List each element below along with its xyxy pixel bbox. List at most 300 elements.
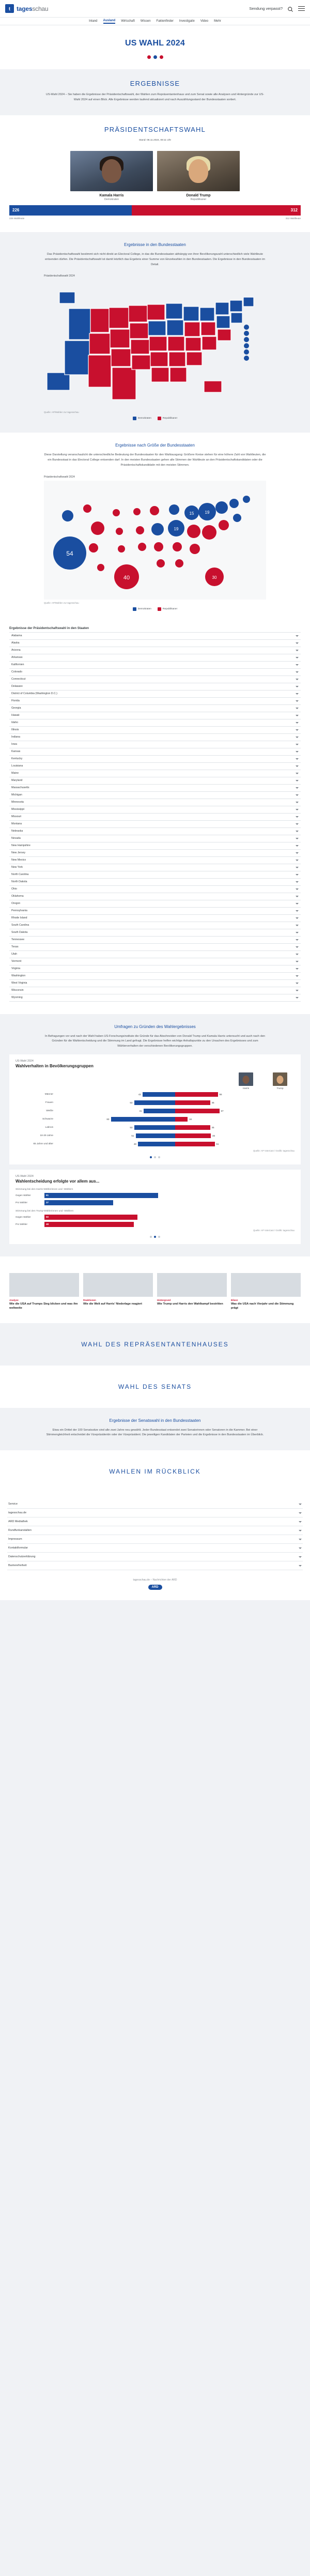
harris-bar <box>134 1125 176 1130</box>
harris-bar <box>111 1117 176 1122</box>
nav-item-wissen[interactable]: Wissen <box>140 20 151 23</box>
footer-link-row[interactable] <box>7 1544 303 1553</box>
chevron-down-icon[interactable] <box>296 838 299 839</box>
state-row[interactable] <box>9 871 301 879</box>
state-row[interactable] <box>9 806 301 814</box>
group-label: Latinos <box>45 1126 53 1129</box>
map-source: Quelle: AP/Wahlen zur tagesschau <box>44 411 79 414</box>
state-map-heading: Ergebnisse in den Bundesstaaten <box>124 242 186 247</box>
senate-states-heading: Ergebnisse der Senatswahl in den Bundesstaaten <box>109 1418 201 1423</box>
chevron-down-icon[interactable] <box>296 975 299 977</box>
chevron-down-icon[interactable] <box>299 1539 302 1540</box>
sendung-verpasst-link[interactable]: Sendung verpasst? <box>249 6 283 11</box>
chevron-down-icon[interactable] <box>296 708 299 709</box>
presidential-heading: PRÄSIDENTSCHAFTSWAHL <box>104 125 206 133</box>
chevron-down-icon[interactable] <box>296 664 299 666</box>
footer-link-label: Datenschutzerklärung <box>8 1555 36 1559</box>
trump-value: 45 <box>211 1126 214 1129</box>
state-name: New York <box>11 866 23 869</box>
brand-light: schau <box>32 5 49 12</box>
poll-card2-group-a-label: Stimmung bei den Harris-Wählerinnen und -Wählern <box>16 1188 73 1191</box>
polls-heading: Umfragen zu Gründen des Wahlergebnisses <box>114 1024 196 1029</box>
size-map-section <box>0 433 310 623</box>
state-name: North Carolina <box>11 873 29 877</box>
nav-item-video[interactable]: Video <box>200 20 209 23</box>
poll-card-motivation <box>9 1170 301 1244</box>
state-map-lead: Das Präsidentschaftswahl bestimmt sich nicht direkt an Electoral College, in das die Bundesstaaten abhängig von ihrer Bevölkerungszahl unterschiedlich viele Wahlleute entsenden dürfen. Die Präsidentschaftswahl ist damit letztlich das Ergebnis einer Summe von Einzelwahlen in den Bundesstaaten. Die Ergebnisse in den Bundesstaaten im Detail. <box>45 252 265 266</box>
size-map-heading: Ergebnisse nach Größe der Bundesstaaten <box>115 443 195 448</box>
trump-value: 46 <box>212 1134 215 1137</box>
state-row[interactable] <box>9 922 301 929</box>
chevron-down-icon[interactable] <box>296 860 299 861</box>
teaser-card[interactable] <box>83 1273 153 1311</box>
state-row[interactable] <box>9 886 301 893</box>
harris-bar <box>136 1133 176 1138</box>
poll-card1-kicker: US-Wahl 2024 <box>16 1059 34 1063</box>
chevron-down-icon[interactable] <box>296 816 299 818</box>
harris-mini-portrait <box>239 1072 253 1086</box>
state-name: Georgia <box>11 707 21 710</box>
motivation-row <box>16 1200 295 1205</box>
poll-card1-title: Wahlverhalten in Bevölkerungsgruppen <box>16 1063 94 1068</box>
teaser-kicker: Hintergrund <box>157 1298 171 1301</box>
state-row[interactable] <box>9 633 301 640</box>
chevron-down-icon[interactable] <box>296 946 299 948</box>
state-name: Connecticut <box>11 678 26 681</box>
group-row <box>16 1116 295 1123</box>
group-label: Weiße <box>46 1109 53 1112</box>
state-row[interactable] <box>9 987 301 994</box>
state-name: Alabama <box>11 634 22 638</box>
house-section <box>0 1323 310 1366</box>
chevron-down-icon[interactable] <box>296 917 299 919</box>
poll-card2-kicker: US-Wahl 2024 <box>16 1174 34 1178</box>
results-lead: US-Wahl 2024 – Sie haben die Ergebnisse der Präsidentschaftswahl, der Wahlen zum Repräsentantenhaus und zum Senat sowie alle Analysen und Hintergründe zur US-Wahl 2024 auf einen Blick. Alle Ergebnisse werden laufend aktualisiert und nach Auszählungsstand der Bundesstaaten sortiert. <box>45 93 265 101</box>
chevron-down-icon[interactable] <box>296 925 299 926</box>
nav-item-wirtschaft[interactable]: Wirtschaft <box>121 20 135 23</box>
state-row[interactable] <box>9 929 301 937</box>
poll-card-groups <box>9 1054 301 1164</box>
motivation-row <box>16 1215 295 1220</box>
trump-name: Donald Trump <box>186 193 211 197</box>
harris-value: 83 <box>106 1117 110 1121</box>
polls-section <box>0 1014 310 1256</box>
carousel-dots-2[interactable] <box>16 1236 295 1238</box>
chevron-down-icon[interactable] <box>296 700 299 702</box>
trump-bar <box>175 1125 210 1130</box>
chevron-down-icon[interactable] <box>296 997 299 999</box>
overview-heading: WAHLEN IM RÜCKBLICK <box>109 1468 201 1476</box>
state-name: New Hampshire <box>11 844 30 848</box>
electors-bar <box>9 205 301 216</box>
motivation-value: 61 <box>46 1194 49 1197</box>
harris-motivation-bars <box>16 1193 295 1205</box>
trump-party: Republikaner <box>190 197 207 201</box>
trump-mini-label: Trump <box>276 1086 284 1090</box>
legend-republicans: Republikaner <box>162 417 178 420</box>
state-name: Hawaii <box>11 714 20 717</box>
state-name: South Carolina <box>11 924 29 927</box>
chevron-down-icon[interactable] <box>296 990 299 991</box>
group-row <box>16 1141 295 1147</box>
brand-main: tages <box>17 5 33 12</box>
state-row[interactable] <box>9 857 301 864</box>
state-name: Pennsylvania <box>11 909 27 913</box>
state-name: Utah <box>11 953 17 956</box>
chevron-down-icon[interactable] <box>296 744 299 745</box>
teaser-card[interactable] <box>157 1273 227 1311</box>
chevron-down-icon[interactable] <box>299 1565 302 1567</box>
state-name: Alaska <box>11 641 20 645</box>
state-row[interactable] <box>9 893 301 900</box>
bubble-map-subtitle: Präsidentschaftswahl 2024 <box>44 475 75 479</box>
state-row[interactable] <box>9 763 301 770</box>
state-row[interactable] <box>9 799 301 806</box>
state-row[interactable] <box>9 835 301 842</box>
senate-heading: WAHL DES SENATS <box>118 1383 192 1390</box>
state-row[interactable] <box>9 973 301 980</box>
state-name: Virginia <box>11 967 21 971</box>
presidential-meta: Stand: 06.11.2024, 08:11 Uhr <box>138 139 172 142</box>
state-row[interactable] <box>9 792 301 799</box>
harris-party: Demokraten <box>104 197 119 201</box>
chevron-down-icon[interactable] <box>296 954 299 955</box>
search-icon[interactable] <box>287 6 293 12</box>
state-row[interactable] <box>9 937 301 944</box>
footer-link-row[interactable] <box>7 1553 303 1561</box>
poll-card2-group-b-label: Stimmung bei den Trump-Wählerinnen und -Wählern <box>16 1209 74 1213</box>
chevron-down-icon[interactable] <box>296 650 299 651</box>
group-row <box>16 1108 295 1114</box>
chevron-down-icon[interactable] <box>296 679 299 680</box>
teaser-kicker: Reaktionen <box>83 1298 96 1301</box>
motivation-label: Gegen Wähler <box>16 1216 31 1219</box>
chevron-down-icon[interactable] <box>296 823 299 825</box>
state-row[interactable] <box>9 785 301 792</box>
chevron-down-icon[interactable] <box>296 888 299 890</box>
state-name: Maine <box>11 772 19 775</box>
state-row[interactable] <box>9 951 301 958</box>
teaser-headline: Wie Trump und Harris den Wahlkampf bestritten <box>157 1302 223 1306</box>
nav-item-ausland[interactable]: Ausland <box>103 19 116 24</box>
state-row[interactable] <box>9 900 301 908</box>
state-name: Colorado <box>11 670 23 674</box>
chevron-down-icon[interactable] <box>296 845 299 847</box>
chevron-down-icon[interactable] <box>296 910 299 912</box>
state-name: Minnesota <box>11 801 24 804</box>
results-heading: ERGEBNISSE <box>130 80 180 87</box>
state-row[interactable] <box>9 821 301 828</box>
footer-link-row[interactable] <box>7 1509 303 1517</box>
state-name: New Mexico <box>11 858 26 862</box>
group-vote-chart <box>16 1091 295 1147</box>
harris-bar <box>138 1142 175 1146</box>
state-name: Delaware <box>11 685 23 688</box>
teaser-section <box>0 1256 310 1323</box>
chevron-down-icon[interactable] <box>296 758 299 760</box>
svg-text:54: 54 <box>66 549 73 557</box>
state-name: South Dakota <box>11 931 28 934</box>
state-row[interactable] <box>9 958 301 965</box>
chevron-down-icon[interactable] <box>299 1512 302 1514</box>
harris-bar <box>134 1100 176 1105</box>
state-row[interactable] <box>9 683 301 691</box>
harris-value: 42 <box>138 1093 141 1096</box>
footer-link-label: Barrierefreiheit <box>8 1564 27 1568</box>
state-row[interactable] <box>9 748 301 756</box>
state-name: West Virginia <box>11 982 27 985</box>
state-row[interactable] <box>9 669 301 676</box>
chevron-down-icon[interactable] <box>296 881 299 883</box>
group-row <box>16 1091 295 1098</box>
state-name: Vermont <box>11 960 22 963</box>
teaser-thumb-3 <box>157 1273 227 1297</box>
chevron-down-icon[interactable] <box>296 780 299 781</box>
state-name: Montana <box>11 822 22 826</box>
chevron-down-icon[interactable] <box>296 722 299 724</box>
svg-text:15: 15 <box>189 511 194 516</box>
state-name: Idaho <box>11 721 18 725</box>
harris-name: Kamala Harris <box>99 193 124 197</box>
state-row[interactable] <box>9 980 301 987</box>
state-row[interactable] <box>9 850 301 857</box>
trump-value: 45 <box>211 1101 214 1104</box>
state-name: New Jersey <box>11 851 26 855</box>
chevron-down-icon[interactable] <box>296 635 299 637</box>
chevron-down-icon[interactable] <box>296 642 299 644</box>
chevron-down-icon[interactable] <box>296 939 299 941</box>
teaser-kicker: Analyse <box>9 1298 19 1301</box>
chevron-down-icon[interactable] <box>296 809 299 810</box>
map-subtitle: Präsidentschaftswahl 2024 <box>44 274 75 278</box>
chevron-down-icon[interactable] <box>296 874 299 876</box>
chevron-down-icon[interactable] <box>296 686 299 687</box>
chevron-down-icon[interactable] <box>299 1530 302 1531</box>
nav-item-investigativ[interactable]: Investigativ <box>179 20 195 23</box>
harris-portrait <box>70 151 153 191</box>
teaser-card[interactable] <box>231 1273 301 1311</box>
chevron-down-icon[interactable] <box>296 657 299 658</box>
state-name: Nebraska <box>11 830 23 833</box>
state-name: Kentucky <box>11 757 23 761</box>
chevron-down-icon[interactable] <box>296 715 299 716</box>
chevron-down-icon[interactable] <box>296 773 299 774</box>
chevron-down-icon[interactable] <box>296 852 299 854</box>
chevron-down-icon[interactable] <box>296 765 299 767</box>
state-row[interactable] <box>9 994 301 1002</box>
trump-portrait <box>157 151 240 191</box>
ard-logo: ARD <box>148 1585 162 1590</box>
svg-text:40: 40 <box>123 574 130 581</box>
trump-bar <box>175 1117 188 1122</box>
poll-card1-source: Quelle: AP VoteCast / Grafik: tagesschau <box>253 1149 295 1152</box>
state-row[interactable] <box>9 705 301 712</box>
state-row[interactable] <box>9 915 301 922</box>
teaser-thumb-2 <box>83 1273 153 1297</box>
senate-section <box>0 1366 310 1408</box>
group-label: Männer <box>44 1093 53 1096</box>
chevron-down-icon[interactable] <box>296 737 299 738</box>
teaser-thumb-4 <box>231 1273 301 1297</box>
state-row[interactable] <box>9 777 301 785</box>
nav-item-faktenfinder[interactable]: Faktenfinder <box>156 20 174 23</box>
state-name: Wyoming <box>11 996 23 1000</box>
harris-electors: 226 <box>9 205 132 216</box>
teaser-card[interactable] <box>9 1273 79 1311</box>
state-name: Missouri <box>11 815 22 819</box>
footer-link-row[interactable] <box>7 1517 303 1526</box>
footer-link-row[interactable] <box>7 1526 303 1535</box>
chevron-down-icon[interactable] <box>296 794 299 796</box>
state-name: Indiana <box>11 735 21 739</box>
bubble-map[interactable] <box>44 476 266 611</box>
senate-states-lead: Etwa ein Drittel der 100 Senatssitze sind alle zwei Jahre neu gewählt. Jeder Bundesstaat entsendet zwei Senatorinnen oder Senatoren in die Kammer. Bei einer Stimmengleichheit entscheidet die Vizepräsidentin oder der Vizepräsident. Die jeweiligen Kandidaten der Parteien und die Ergebnisse in den Bundesstaaten im Überblick. <box>46 1428 264 1437</box>
footer-link-label: ARD Mediathek <box>8 1520 28 1524</box>
state-name: Kansas <box>11 750 21 754</box>
us-choropleth-map[interactable] <box>44 280 266 409</box>
top-bar <box>0 0 310 18</box>
chevron-down-icon[interactable] <box>296 787 299 789</box>
state-row[interactable] <box>9 908 301 915</box>
footer-link-label: Rundfunkanstalten <box>8 1529 32 1532</box>
poll-card2-title: Wahlentscheidung erfolgte vor allem aus... <box>16 1178 100 1184</box>
motivation-row <box>16 1193 295 1198</box>
map-legend <box>44 417 266 420</box>
chevron-down-icon[interactable] <box>296 693 299 695</box>
footer-link-label: Service <box>8 1502 18 1506</box>
chevron-down-icon[interactable] <box>299 1504 302 1505</box>
state-row[interactable] <box>9 756 301 763</box>
chevron-down-icon[interactable] <box>296 751 299 753</box>
group-row <box>16 1124 295 1131</box>
chevron-down-icon[interactable] <box>296 961 299 962</box>
state-name: Florida <box>11 699 20 703</box>
us-bubble-map[interactable] <box>44 481 266 600</box>
state-row[interactable] <box>9 691 301 698</box>
state-row[interactable] <box>9 719 301 727</box>
chevron-down-icon[interactable] <box>299 1521 302 1523</box>
trump-bar <box>175 1133 211 1138</box>
motivation-value: 48 <box>46 1223 49 1226</box>
state-row[interactable] <box>9 828 301 835</box>
footer-link-label: Impressum <box>8 1538 22 1541</box>
polls-lead: In Befragungen vor und nach der Wahl haben US-Forschungsinstitute die Gründe für das Abschneiden von Donald Trump und Kamala Harris untersucht und auch nach den Gründen für die Wahlentscheidung und die Stimmung im Land gefragt. Die Ergebnisse helfen wichtige Anhaltspunkte zu den Ursachen des Ergebnisses und zum Wählerverhalten der verschiedenen Bevölkerungsgruppen. <box>44 1034 266 1048</box>
footer-link-row[interactable] <box>7 1535 303 1544</box>
state-row[interactable] <box>9 647 301 654</box>
candidate-harris <box>70 151 153 201</box>
chevron-down-icon[interactable] <box>296 867 299 868</box>
trump-value: 16 <box>189 1117 192 1121</box>
state-name: Oregon <box>11 902 21 906</box>
chevron-down-icon[interactable] <box>299 1547 302 1549</box>
chevron-down-icon[interactable] <box>296 932 299 933</box>
teaser-kicker: Bilanz <box>231 1298 238 1301</box>
motivation-label: Pro Wähler <box>16 1201 27 1204</box>
state-row[interactable] <box>9 676 301 683</box>
menu-icon[interactable] <box>298 6 305 11</box>
state-name: Maryland <box>11 779 23 783</box>
hero-section <box>0 25 310 69</box>
harris-value: 53 <box>130 1101 133 1104</box>
state-row[interactable] <box>9 944 301 951</box>
harris-mini-label: Harris <box>242 1086 250 1090</box>
trump-value: 55 <box>219 1093 222 1096</box>
state-row[interactable] <box>9 640 301 647</box>
state-name: Ohio <box>11 887 17 891</box>
state-row[interactable] <box>9 662 301 669</box>
trump-value: 51 <box>216 1142 219 1145</box>
state-row[interactable] <box>9 814 301 821</box>
harris-value: 53 <box>130 1126 133 1129</box>
footer-links <box>7 1500 303 1570</box>
nav-item-inland[interactable]: Inland <box>89 20 98 23</box>
chevron-down-icon[interactable] <box>296 671 299 673</box>
state-accordion <box>9 632 301 1002</box>
svg-text:19: 19 <box>205 510 210 515</box>
state-row[interactable] <box>9 727 301 734</box>
state-row[interactable] <box>9 734 301 741</box>
state-row[interactable] <box>9 741 301 748</box>
group-label: 65 Jahre und älter <box>33 1142 53 1145</box>
state-row[interactable] <box>9 654 301 662</box>
chevron-down-icon[interactable] <box>296 968 299 970</box>
trump-bar <box>175 1109 220 1113</box>
trump-electors: 312 <box>132 205 301 216</box>
chevron-down-icon[interactable] <box>296 802 299 803</box>
footer-note: tagesschau.de – Nachrichten der ARD <box>133 1578 177 1582</box>
state-name: Tennessee <box>11 938 25 942</box>
legend-democrats: Demokraten <box>137 417 151 420</box>
state-row[interactable] <box>9 770 301 777</box>
chevron-down-icon[interactable] <box>296 983 299 984</box>
chevron-down-icon[interactable] <box>296 831 299 832</box>
motivation-value: 37 <box>46 1201 49 1204</box>
bubble-map-source: Quelle: AP/Wahlen zur tagesschau <box>44 601 79 604</box>
state-name: Wisconsin <box>11 989 24 992</box>
harris-value: 51 <box>131 1134 134 1137</box>
electoral-map[interactable] <box>44 274 266 420</box>
state-name: Nevada <box>11 837 21 840</box>
state-name: Iowa <box>11 743 17 746</box>
state-name: District of Columbia (Washington D.C.) <box>11 692 57 696</box>
state-row[interactable] <box>9 879 301 886</box>
chevron-down-icon[interactable] <box>299 1556 302 1558</box>
house-heading: WAHL DES REPRÄSENTANTENHAUSES <box>81 1340 229 1348</box>
nav-item-mehr[interactable]: Mehr <box>214 20 221 23</box>
carousel-dots[interactable] <box>16 1156 295 1158</box>
chevron-down-icon[interactable] <box>296 729 299 731</box>
chevron-down-icon[interactable] <box>296 903 299 904</box>
state-row[interactable] <box>9 965 301 973</box>
state-row[interactable] <box>9 712 301 719</box>
svg-text:30: 30 <box>212 575 217 580</box>
group-label: Schwarze <box>42 1117 53 1121</box>
state-name: Massachusetts <box>11 786 29 790</box>
main-nav <box>0 18 310 25</box>
site-logo[interactable] <box>5 4 48 13</box>
state-name: Rhode Island <box>11 916 27 920</box>
state-row[interactable] <box>9 842 301 850</box>
state-name: Washington <box>11 974 26 978</box>
harris-bar <box>143 1092 175 1097</box>
chevron-down-icon[interactable] <box>296 896 299 897</box>
overview-section <box>0 1450 310 1493</box>
footer-link-row[interactable] <box>7 1500 303 1509</box>
state-row[interactable] <box>9 698 301 705</box>
poll-card2-source: Quelle: AP VoteCast / Grafik: tagesschau <box>253 1229 295 1232</box>
state-row[interactable] <box>9 864 301 871</box>
footer-link-row[interactable] <box>7 1561 303 1570</box>
